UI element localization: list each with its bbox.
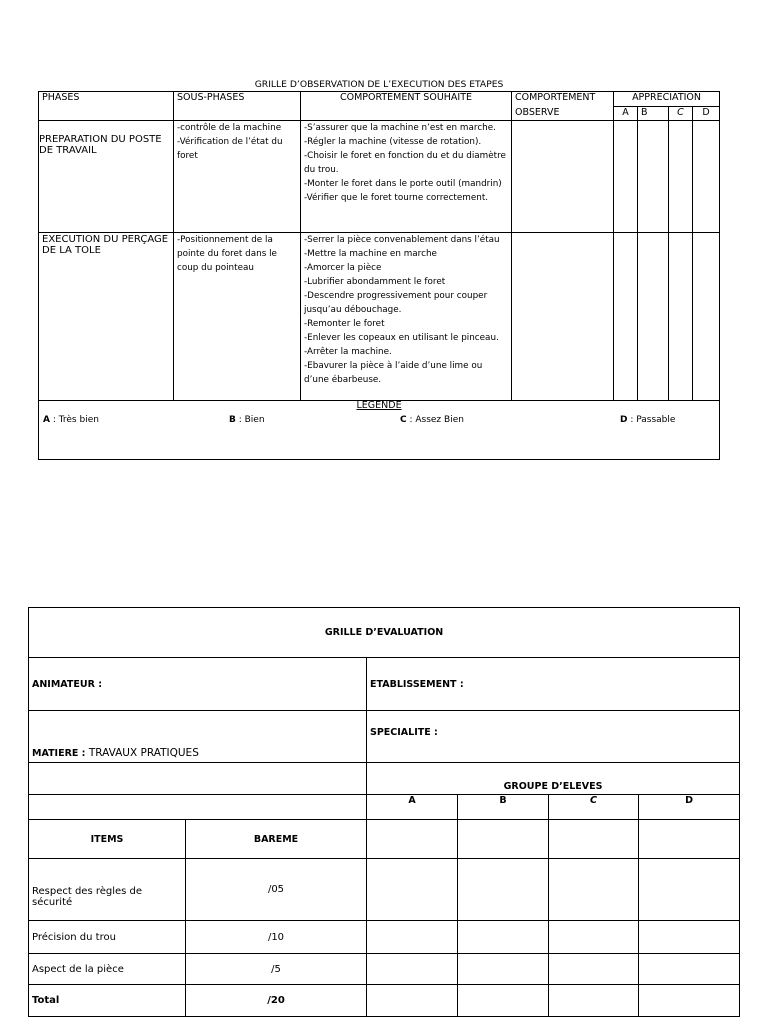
header-appreciation: APPRECIATION — [614, 92, 720, 107]
item-label: Précision du trou — [29, 921, 186, 954]
observed-cell[interactable] — [512, 121, 614, 233]
behaviour-line: -Lubrifier abondamment le foret — [304, 277, 446, 287]
grade-cell[interactable] — [669, 121, 693, 233]
score-cell[interactable] — [367, 859, 458, 921]
legend-item-a: A : Très bien — [43, 415, 99, 425]
bareme-header: BAREME — [186, 820, 367, 859]
table-row — [29, 921, 740, 954]
score-cell[interactable] — [367, 954, 458, 985]
legend-item-d: D : Passable — [620, 415, 676, 425]
header-phases: PHASES — [39, 92, 174, 121]
score-cell[interactable] — [639, 954, 740, 985]
legend-item-b: B : Bien — [229, 415, 265, 425]
score-cell[interactable] — [549, 954, 639, 985]
grade-header-b: B — [638, 107, 669, 121]
header-comportement-souhaite: COMPORTEMENT SOUHAITE — [301, 92, 512, 121]
table-row — [39, 121, 720, 233]
score-cell[interactable] — [639, 921, 740, 954]
specialite-field[interactable]: SPECIALITE : — [367, 711, 740, 763]
grade-header-a: A — [614, 107, 638, 121]
items-header: ITEMS — [29, 820, 186, 859]
behaviour-line: -Serrer la pièce convenablement dans l’étau — [304, 235, 500, 245]
header-observe-2: OBSERVE — [512, 107, 614, 121]
score-cell[interactable] — [458, 859, 549, 921]
item-label: Aspect de la pièce — [29, 954, 186, 985]
bareme-value: /10 — [186, 921, 367, 954]
table-row — [29, 954, 740, 985]
behaviour-line: -Ebavurer la pièce à l’aide d’une lime ou d’une ébarbeuse. — [304, 361, 483, 385]
group-header-a: A — [367, 795, 458, 820]
score-cell[interactable] — [639, 820, 740, 859]
bareme-value: /5 — [186, 954, 367, 985]
behaviour-line: -S’assurer que la machine n’est en marche. — [304, 123, 496, 133]
behaviour-line: -Vérifier que le foret tourne correctement. — [304, 193, 489, 203]
evaluation-grid-title: GRILLE D’EVALUATION — [29, 608, 740, 658]
grade-header-c: C — [669, 107, 693, 121]
grade-cell[interactable] — [614, 121, 638, 233]
score-cell[interactable] — [367, 921, 458, 954]
table-row — [39, 233, 720, 401]
behaviour-line: -Remonter le foret — [304, 319, 385, 329]
grade-cell[interactable] — [669, 233, 693, 401]
observation-grid — [38, 65, 720, 460]
grade-cell[interactable] — [638, 233, 669, 401]
group-header-d: D — [639, 795, 740, 820]
behaviour-line: -Mettre la machine en marche — [304, 249, 437, 259]
evaluation-grid — [28, 607, 740, 1017]
behaviour-line: -Choisir le foret en fonction du et du diamètre du trou. — [304, 151, 506, 175]
bareme-value: /05 — [186, 859, 367, 921]
score-cell[interactable] — [458, 820, 549, 859]
sous-phase: -contrôle de la machine — [177, 123, 282, 133]
phase-cell: PREPARATION DU POSTE DE TRAVAIL — [39, 121, 174, 233]
header-sous-phases: SOUS-PHASES — [174, 92, 301, 121]
score-cell[interactable] — [549, 820, 639, 859]
animateur-field[interactable]: ANIMATEUR : — [29, 658, 367, 711]
observation-grid-title: GRILLE D’OBSERVATION DE L’EXECUTION DES ETAPES — [254, 79, 504, 90]
score-cell[interactable] — [367, 985, 458, 1017]
legend-item-c: C : Assez Bien — [400, 415, 464, 425]
etablissement-field[interactable]: ETABLISSEMENT : — [367, 658, 740, 711]
table-row — [29, 859, 740, 921]
score-cell[interactable] — [639, 985, 740, 1017]
groupe-eleves-label: GROUPE D’ELEVES — [367, 763, 740, 795]
legend — [39, 401, 719, 459]
group-header-b: B — [458, 795, 549, 820]
behaviour-line: -Monter le foret dans le porte outil (mandrin) — [304, 179, 502, 189]
matiere-field[interactable]: MATIERE : TRAVAUX PRATIQUES — [29, 711, 367, 763]
score-cell[interactable] — [458, 954, 549, 985]
table-row — [29, 985, 740, 1017]
legend-title: LEGENDE — [356, 400, 402, 411]
header-comportement-observe: COMPORTEMENT — [512, 92, 614, 107]
grade-cell[interactable] — [693, 233, 720, 401]
grade-cell[interactable] — [693, 121, 720, 233]
score-cell[interactable] — [549, 859, 639, 921]
grade-cell[interactable] — [614, 233, 638, 401]
grade-header-d: D — [693, 107, 720, 121]
score-cell[interactable] — [549, 985, 639, 1017]
grade-cell[interactable] — [638, 121, 669, 233]
observed-cell[interactable] — [512, 233, 614, 401]
score-cell[interactable] — [458, 985, 549, 1017]
score-cell[interactable] — [639, 859, 740, 921]
group-header-c: C — [549, 795, 639, 820]
sous-phase: -Positionnement de la pointe du foret dans le coup du pointeau — [177, 235, 277, 273]
behaviour-line: -Descendre progressivement pour couper jusqu’au débouchage. — [304, 291, 488, 315]
behaviour-line: -Régler la machine (vitesse de rotation). — [304, 137, 482, 147]
phase-cell: EXECUTION DU PERÇAGE DE LA TOLE — [39, 233, 174, 401]
score-cell[interactable] — [549, 921, 639, 954]
behaviour-line: -Enlever les copeaux en utilisant le pinceau. — [304, 333, 499, 343]
behaviour-line: -Arrêter la machine. — [304, 347, 392, 357]
behaviour-line: -Amorcer la pièce — [304, 263, 382, 273]
matiere-value: TRAVAUX PRATIQUES — [85, 747, 199, 759]
item-label: Respect des règles de sécurité — [29, 859, 186, 921]
total-bareme: /20 — [186, 985, 367, 1017]
score-cell[interactable] — [367, 820, 458, 859]
score-cell[interactable] — [458, 921, 549, 954]
sous-phase: -Vérification de l’état du foret — [177, 137, 283, 161]
total-label: Total — [29, 985, 186, 1017]
